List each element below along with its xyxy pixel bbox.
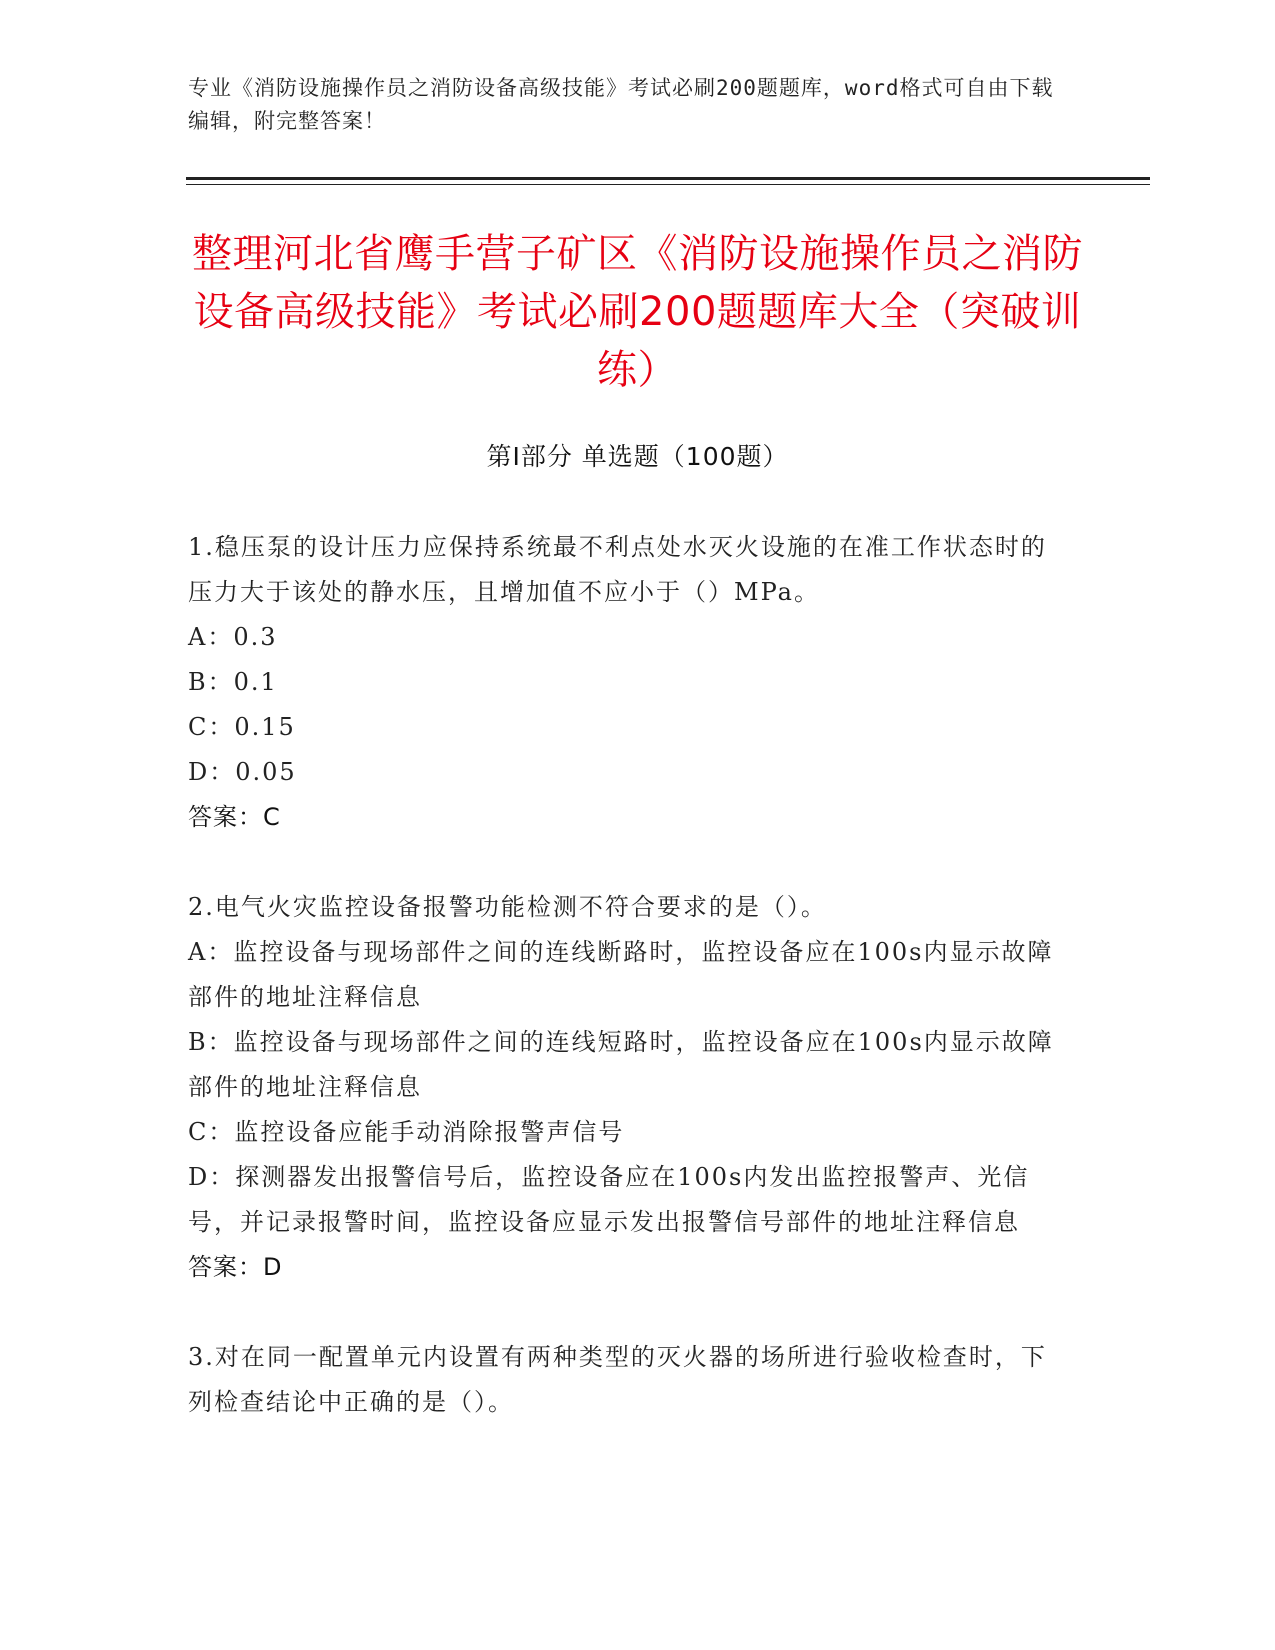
document-header-note: 专业《消防设施操作员之消防设备高级技能》考试必刷200题题库，word格式可自由下载编辑，附完整答案！ — [188, 76, 1054, 133]
header-divider-thick — [186, 177, 1150, 180]
option-a: A：0.3 — [188, 623, 278, 651]
option-c: C：0.15 — [188, 713, 296, 741]
answer: 答案：C — [188, 803, 281, 831]
header-divider-thin — [186, 184, 1150, 185]
question-stem: 2.电气火灾监控设备报警功能检测不符合要求的是（）。 — [188, 893, 827, 921]
question-stem: 3.对在同一配置单元内设置有两种类型的灭火器的场所进行验收检查时，下列检查结论中正确的是（）。 — [188, 1343, 1047, 1416]
question-list — [188, 525, 1068, 1470]
answer: 答案：D — [188, 1253, 283, 1281]
option-d: D：探测器发出报警信号后，监控设备应在100s内发出监控报警声、光信号，并记录报警时间，监控设备应显示发出报警信号部件的地址注释信息 — [188, 1163, 1030, 1236]
question-stem: 1.稳压泵的设计压力应保持系统最不利点处水灭火设施的在准工作状态时的压力大于该处的静水压，且增加值不应小于（）MPa。 — [188, 533, 1047, 606]
option-b: B：0.1 — [188, 668, 278, 696]
option-d: D：0.05 — [188, 758, 297, 786]
question-2 — [188, 885, 1068, 1290]
option-b: B：监控设备与现场部件之间的连线短路时，监控设备应在100s内显示故障部件的地址注释信息 — [188, 1028, 1054, 1101]
question-1 — [188, 525, 1068, 840]
section-title: 第Ⅰ部分 单选题（100题） — [486, 442, 789, 471]
option-c: C：监控设备应能手动消除报警声信号 — [188, 1118, 625, 1146]
document-title: 整理河北省鹰手营子矿区《消防设施操作员之消防设备高级技能》考试必刷200题题库大全（突破训练） — [192, 231, 1083, 393]
question-3 — [188, 1335, 1068, 1425]
option-a: A：监控设备与现场部件之间的连线断路时，监控设备应在100s内显示故障部件的地址注释信息 — [188, 938, 1054, 1011]
